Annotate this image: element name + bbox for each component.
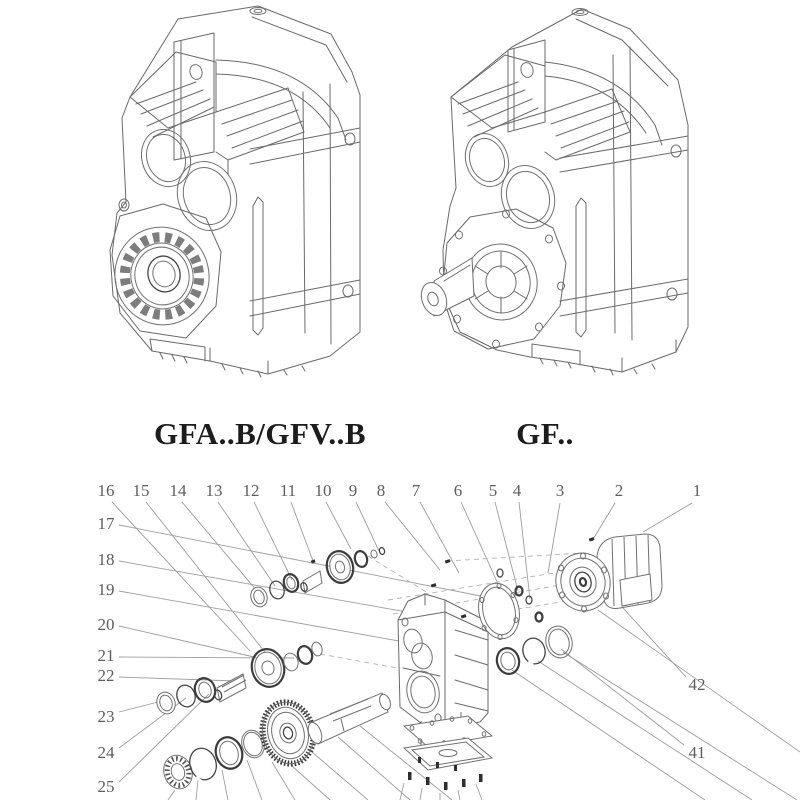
callout-15: 15: [132, 481, 150, 500]
motor-terminal-box: [620, 574, 652, 606]
input-pinion-parts: [248, 547, 385, 609]
callout-7: 7: [411, 481, 421, 500]
exploded-view: [98, 481, 800, 800]
callout-8: 8: [376, 481, 386, 500]
callout-2: 2: [614, 481, 624, 500]
gear-reducer-drawing-gfa: [104, 6, 360, 377]
callout-9: 9: [348, 481, 358, 500]
callout-12: 12: [242, 481, 260, 500]
bottom-cover: [404, 712, 492, 790]
callout-20: 20: [97, 615, 115, 634]
gear-reducer-drawing-gf: [417, 9, 688, 376]
callout-21: 21: [97, 646, 115, 665]
model-label-gfa: GFA..B/GFV..B: [153, 416, 367, 451]
callout-19: 19: [97, 580, 115, 599]
callout-14: 14: [169, 481, 187, 500]
callout-3: 3: [555, 481, 565, 500]
callout-17: 17: [97, 514, 115, 533]
callout-5: 5: [488, 481, 498, 500]
callout-1: 1: [692, 481, 702, 500]
callout-42: 42: [688, 675, 706, 694]
callout-4: 4: [512, 481, 522, 500]
callout-22: 22: [97, 666, 115, 685]
model-label-gf: GF..: [516, 416, 574, 451]
output-solid-shaft: [306, 693, 393, 746]
callout-11: 11: [279, 481, 297, 500]
callout-23: 23: [97, 707, 115, 726]
callout-13: 13: [205, 481, 223, 500]
gear-housing: [398, 594, 488, 730]
callout-16: 16: [97, 481, 115, 500]
callout-25: 25: [97, 777, 115, 796]
motor-assembly: [549, 534, 662, 617]
callout-41: 41: [688, 743, 706, 762]
callout-24: 24: [97, 743, 115, 762]
callout-6: 6: [453, 481, 463, 500]
callout-18: 18: [97, 550, 115, 569]
callout-10: 10: [314, 481, 332, 500]
